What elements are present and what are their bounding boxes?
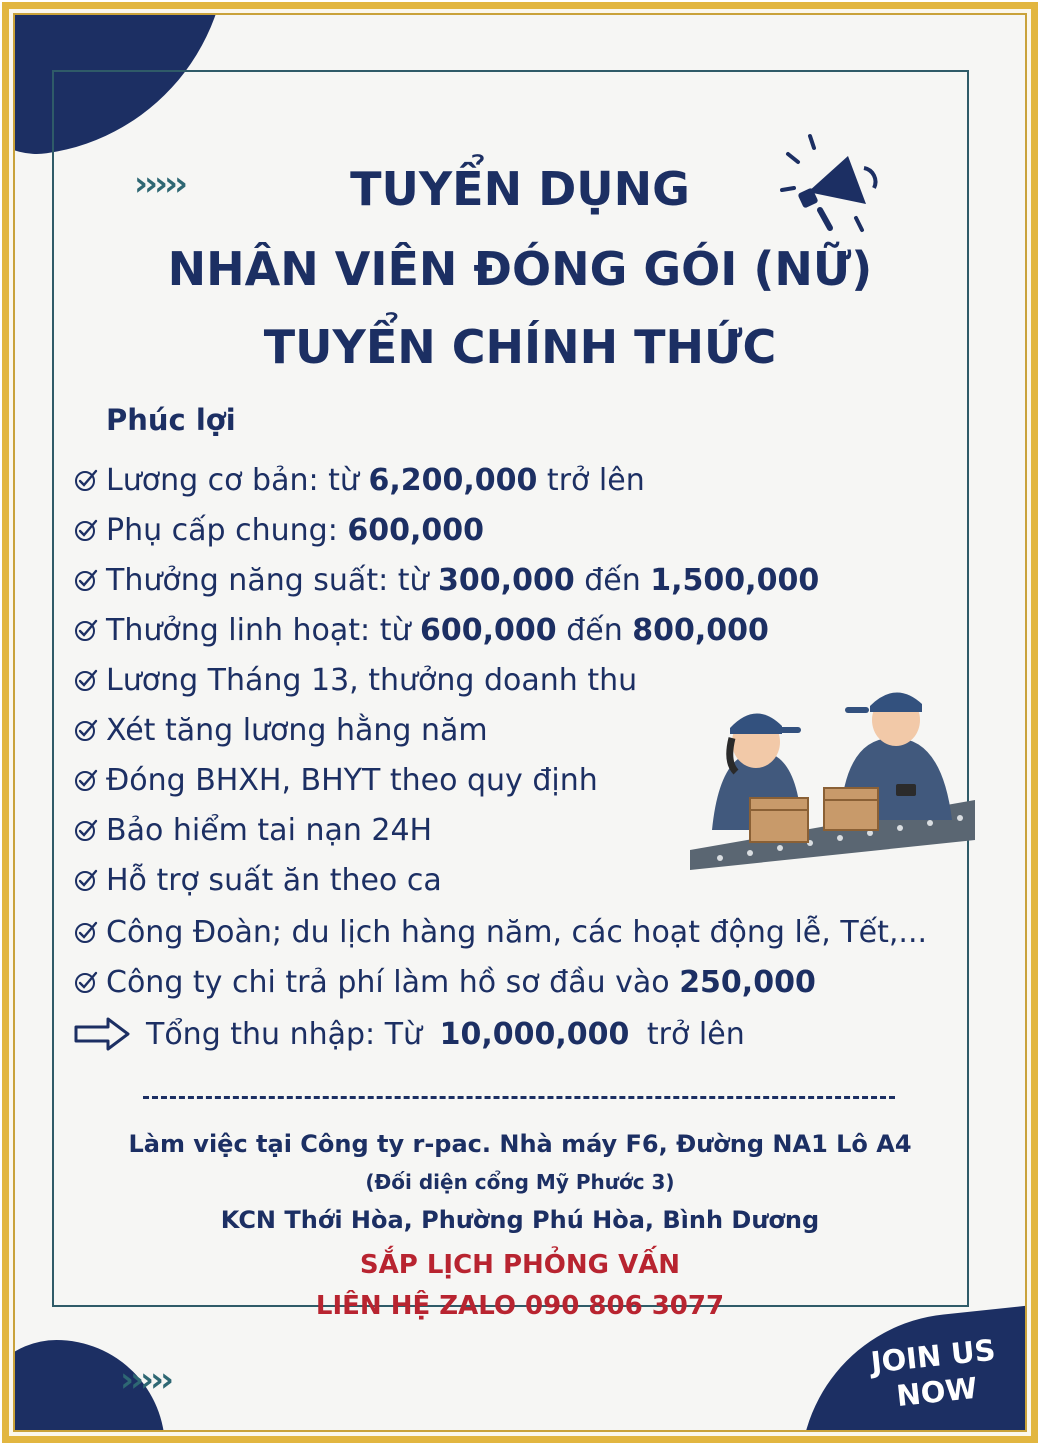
benefit-text: Đóng BHXH, BHYT theo quy định — [106, 762, 598, 798]
headline-position: NHÂN VIÊN ĐÓNG GÓI (NỮ) — [167, 242, 873, 296]
check-circle-icon — [74, 568, 98, 592]
chevrons-bottom: ››››› — [120, 1360, 171, 1400]
check-circle-icon — [74, 768, 98, 792]
check-circle-icon — [74, 518, 98, 542]
benefit-text: Lương Tháng 13, thưởng doanh thu — [106, 662, 638, 698]
benefit-amount: 300,000 — [438, 562, 575, 598]
benefit-text: Bảo hiểm tai nạn 24H — [106, 812, 433, 848]
benefit-item — [74, 910, 927, 954]
benefit-item — [74, 708, 488, 752]
check-circle-icon — [74, 468, 98, 492]
benefit-item — [74, 658, 637, 702]
arrow-right-icon — [74, 1017, 130, 1051]
benefit-item — [74, 858, 442, 902]
headline-recruit: TUYỂN DỤNG — [350, 162, 690, 216]
dashed-divider — [143, 1096, 895, 1099]
benefit-amount: 600,000 — [347, 512, 484, 548]
benefit-text: Công Đoàn; du lịch hàng năm, các hoạt động lễ, Tết,... — [106, 914, 928, 950]
benefit-item — [74, 508, 484, 552]
total-income-suffix: trở lên — [637, 1016, 745, 1052]
total-income-label: Tổng thu nhập: Từ — [146, 1016, 432, 1052]
check-circle-icon — [74, 868, 98, 892]
benefit-amount: 250,000 — [679, 964, 816, 1000]
benefit-text: Phụ cấp chung: — [106, 512, 348, 548]
benefit-item — [74, 558, 819, 602]
check-circle-icon — [74, 668, 98, 692]
check-circle-icon — [74, 970, 98, 994]
benefits-heading: Phúc lợi — [106, 403, 236, 437]
benefit-text: Hỗ trợ suất ăn theo ca — [106, 862, 442, 898]
address-line-2: (Đối diện cổng Mỹ Phước 3) — [365, 1170, 675, 1194]
check-circle-icon — [74, 818, 98, 842]
benefit-text: Xét tăng lương hằng năm — [106, 712, 488, 748]
benefit-item — [74, 458, 645, 502]
benefit-item — [74, 758, 598, 802]
benefit-connector: đến — [556, 612, 633, 648]
zalo-contact-text: LIÊN HỆ ZALO 090 806 3077 — [315, 1291, 725, 1321]
benefit-amount: 600,000 — [420, 612, 557, 648]
join-us-line-2: NOW — [894, 1370, 979, 1414]
check-circle-icon — [74, 920, 98, 944]
total-income — [74, 1012, 745, 1056]
check-circle-icon — [74, 618, 98, 642]
check-circle-icon — [74, 718, 98, 742]
benefit-text: Thưởng năng suất: từ — [106, 562, 439, 598]
chevrons-top: ››››› — [134, 164, 185, 204]
benefit-connector: đến — [574, 562, 651, 598]
benefit-connector: trở lên — [537, 462, 645, 498]
benefit-text: Lương cơ bản: từ — [106, 462, 369, 498]
benefit-text: Công ty chi trả phí làm hồ sơ đầu vào — [106, 964, 680, 1000]
benefit-text: Thưởng linh hoạt: từ — [106, 612, 421, 648]
address-line-3: KCN Thới Hòa, Phường Phú Hòa, Bình Dương — [220, 1206, 820, 1234]
address-line-1: Làm việc tại Công ty r-pac. Nhà máy F6, Đường NA1 Lô A4 — [128, 1130, 912, 1158]
headline-official: TUYỂN CHÍNH THỨC — [263, 320, 777, 374]
benefit-amount-max: 800,000 — [632, 612, 769, 648]
benefit-item — [74, 960, 816, 1004]
interview-schedule-text: SẮP LỊCH PHỎNG VẤN — [359, 1250, 681, 1280]
total-income-value: 10,000,000 — [439, 1016, 630, 1052]
join-us-line-1: JOIN US — [869, 1332, 998, 1380]
benefit-amount-max: 1,500,000 — [650, 562, 820, 598]
workers-illustration — [690, 680, 975, 870]
benefit-item — [74, 608, 769, 652]
benefit-item — [74, 808, 432, 852]
benefit-amount: 6,200,000 — [368, 462, 538, 498]
